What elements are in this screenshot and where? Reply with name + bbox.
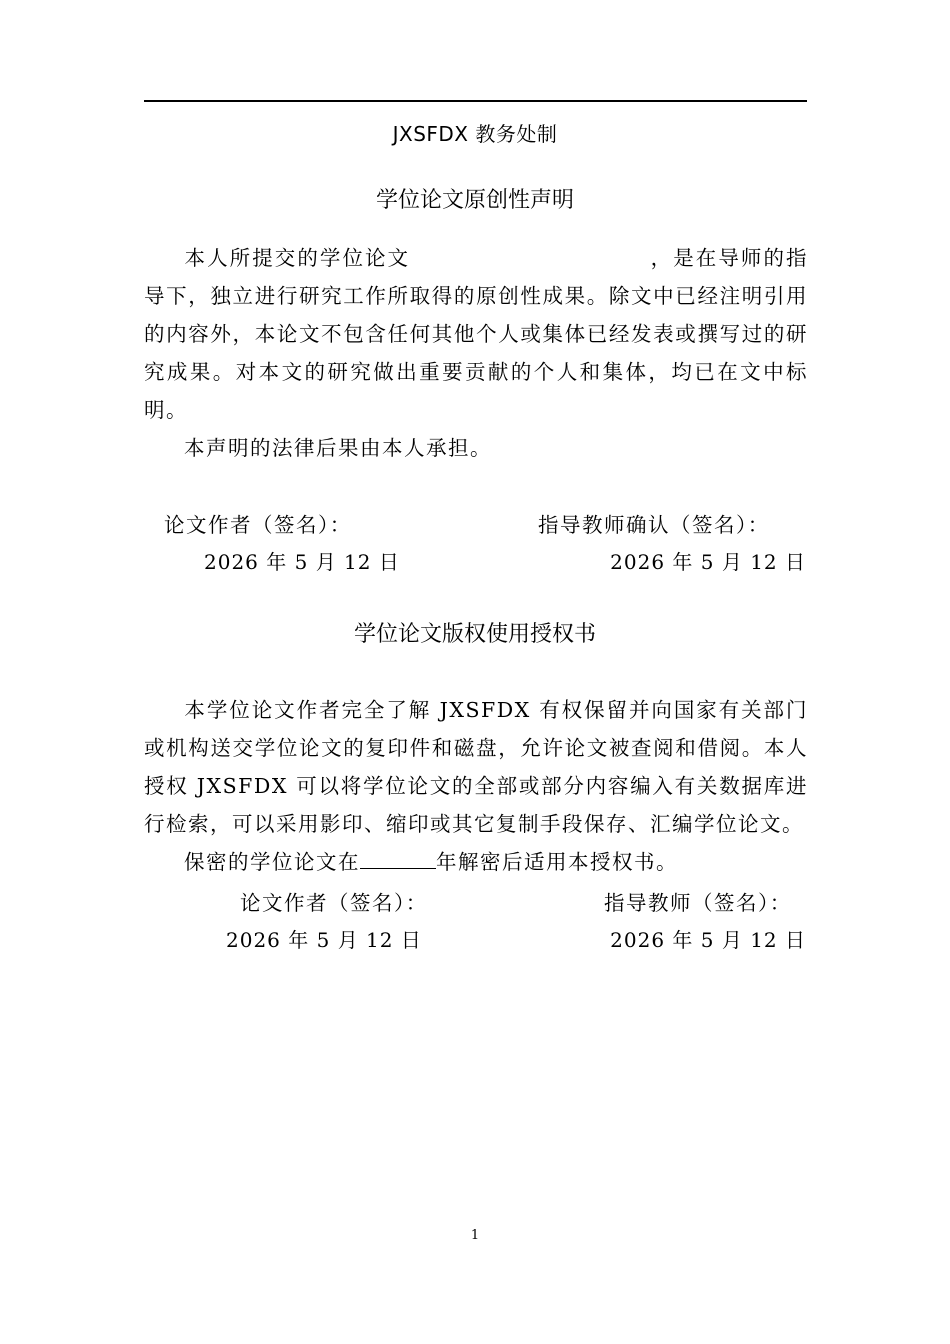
header-rule	[144, 100, 807, 102]
declaration-paragraph-1	[144, 239, 808, 429]
declaration-advisor-signature: 指导教师确认（签名）：	[538, 513, 770, 537]
authorization-p1-text: 本学位论文作者完全了解 JXSFDX 有权保留并向国家有关部门或机构送交学位论文的复印件和磁盘，允许论文被查阅和借阅。本人授权 JXSFDX 可以将学位论文的全部或部分内容编入有关数据库进行检索，可以采用影印、缩印或其它复制手段保存、汇编学位论文。	[144, 698, 808, 836]
authorization-title: 学位论文版权使用授权书	[353, 622, 596, 647]
confidential-years-blank	[360, 850, 436, 869]
authorization-advisor-signature: 指导教师（签名）：	[604, 891, 792, 915]
declaration-title: 学位论文原创性声明	[375, 188, 574, 213]
authorization-author-date: 2026 年 5 月 12 日	[226, 928, 422, 952]
declaration-p1-rest: ，是在导师的指导下，独立进行研究工作所取得的原创性成果。除文中已经注明引用的内容外，本论文不包含任何其他个人或集体已经发表或撰写过的研究成果。对本文的研究做出重要贡献的个人和集体，均已在文中标明。	[144, 246, 809, 422]
authorization-author-signature: 论文作者（签名）：	[240, 891, 428, 915]
declaration-author-date: 2026 年 5 月 12 日	[204, 550, 400, 574]
authorization-p2-rest: 年解密后适用本授权书。	[436, 850, 678, 874]
declaration-p1-start: 本人所提交的学位论文	[184, 246, 411, 270]
authorization-paragraph-1	[144, 691, 808, 843]
authorization-paragraph-2	[144, 843, 808, 881]
declaration-author-signature: 论文作者（签名）：	[164, 513, 352, 537]
declaration-advisor-date: 2026 年 5 月 12 日	[610, 550, 806, 574]
declaration-p2-text: 本声明的法律后果由本人承担。	[184, 436, 492, 460]
declaration-paragraph-2	[144, 429, 808, 467]
authorization-advisor-date: 2026 年 5 月 12 日	[610, 928, 806, 952]
page-number: 1	[470, 1228, 480, 1243]
authorization-p2-start: 保密的学位论文在	[184, 850, 360, 874]
header-text: JXSFDX 教务处制	[392, 122, 558, 146]
